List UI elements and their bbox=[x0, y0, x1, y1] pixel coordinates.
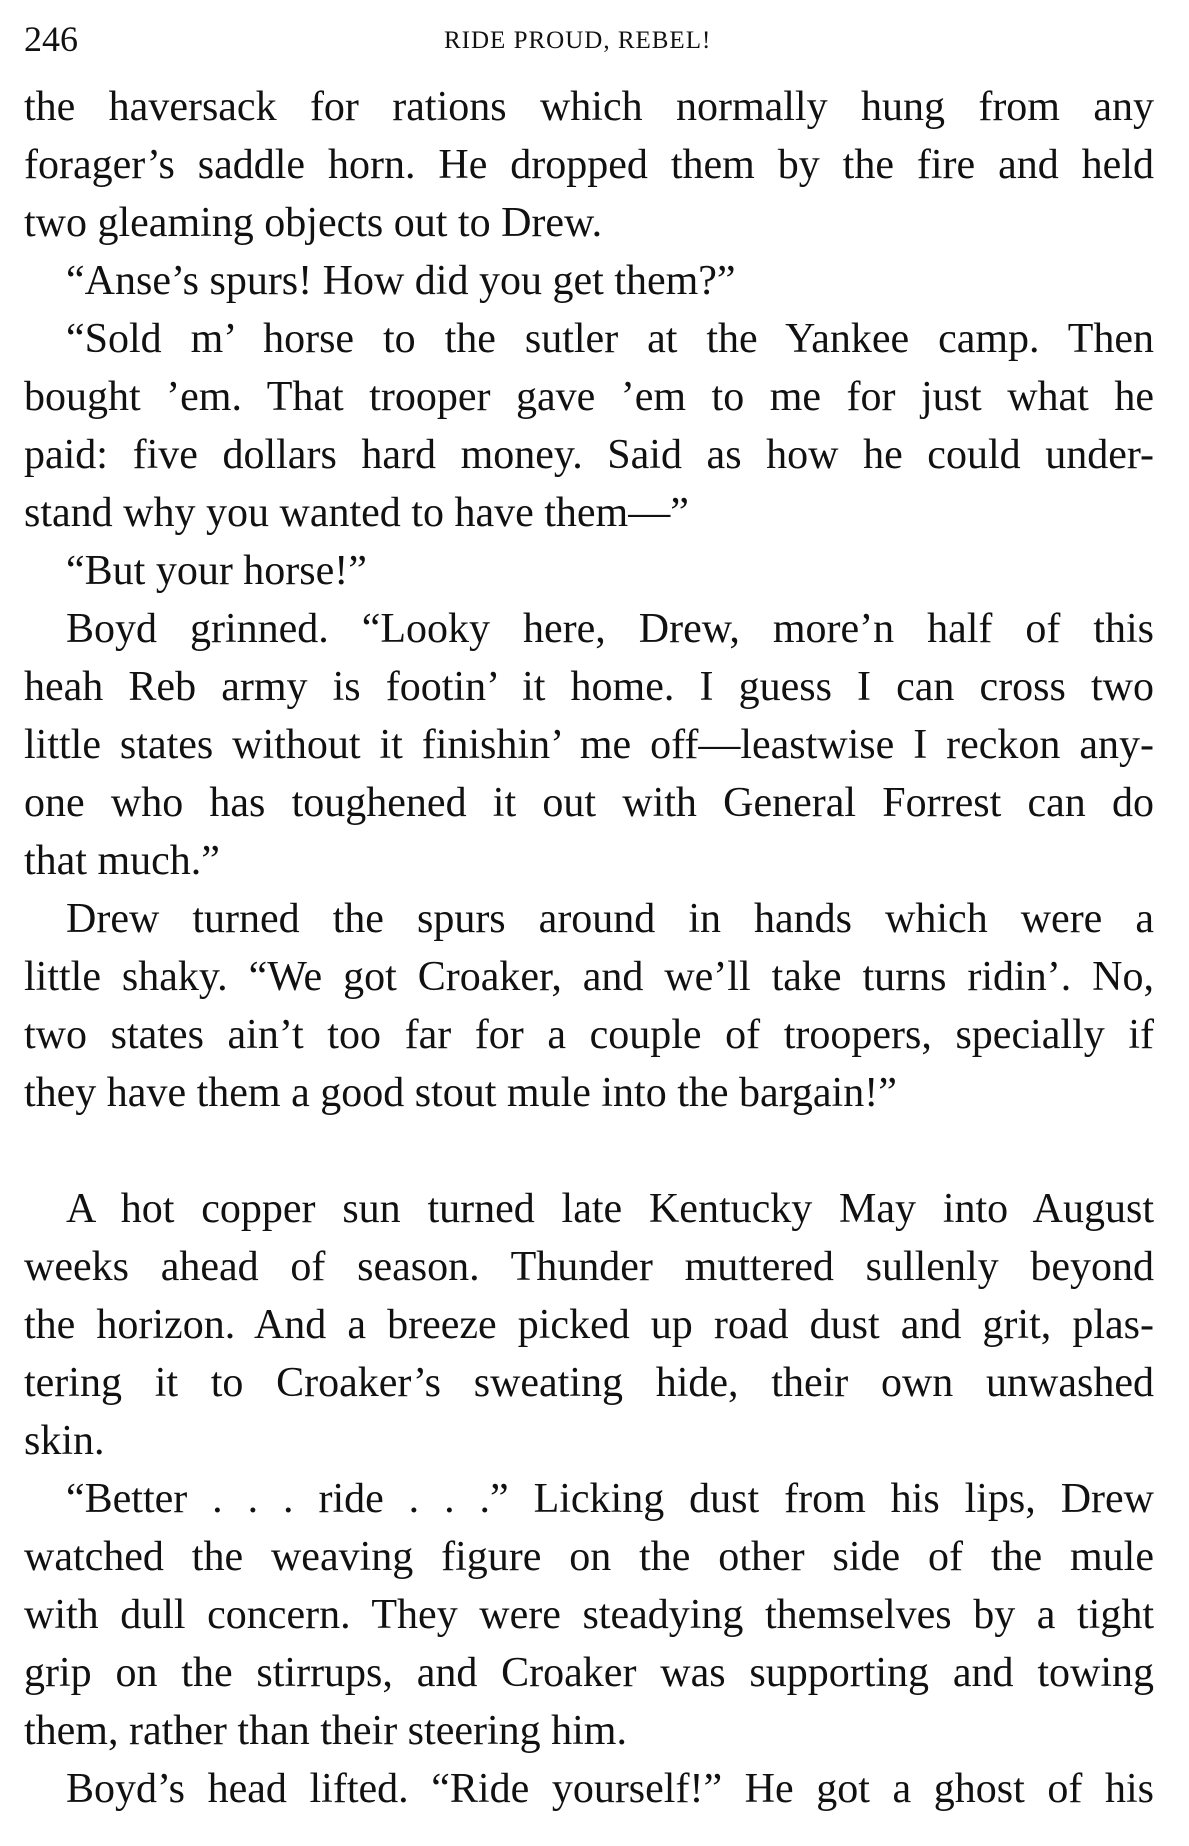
text-line: “But your horse!” bbox=[66, 548, 367, 594]
text-line: two states ain’t too far for a couple of troopers, specially if bbox=[24, 1012, 1154, 1058]
text-line: with dull concern. They were steadying themselves by a tight bbox=[24, 1592, 1154, 1638]
text-line: they have them a good stout mule into the bargain!” bbox=[24, 1070, 897, 1116]
text-line: stand why you wanted to have them—” bbox=[24, 490, 689, 536]
text-line: the haversack for rations which normally hung from any bbox=[24, 84, 1154, 130]
text-line: grip on the stirrups, and Croaker was supporting and towing bbox=[24, 1650, 1154, 1696]
text-line: Drew turned the spurs around in hands which were a bbox=[66, 896, 1154, 942]
text-block-2 bbox=[24, 1180, 1154, 1818]
text-line: two gleaming objects out to Drew. bbox=[24, 200, 603, 246]
text-line: them, rather than their steering him. bbox=[24, 1708, 627, 1754]
text-line: weeks ahead of season. Thunder muttered sullenly beyond bbox=[24, 1244, 1154, 1290]
text-line: Boyd’s head lifted. “Ride yourself!” He got a ghost of his bbox=[66, 1766, 1154, 1812]
text-line: heah Reb army is footin’ it home. I guess I can cross two bbox=[24, 664, 1154, 710]
text-line: bought ’em. That trooper gave ’em to me for just what he bbox=[24, 374, 1154, 420]
text-line: that much.” bbox=[24, 838, 220, 884]
text-line: A hot copper sun turned late Kentucky May into August bbox=[66, 1186, 1154, 1232]
page-header bbox=[24, 14, 1154, 64]
text-line: one who has toughened it out with General Forrest can do bbox=[24, 780, 1154, 826]
text-line: “Anse’s spurs! How did you get them?” bbox=[66, 258, 736, 304]
text-block-1 bbox=[24, 78, 1154, 1122]
text-line: the horizon. And a breeze picked up road dust and grit, plas- bbox=[24, 1302, 1154, 1348]
text-line: little shaky. “We got Croaker, and we’ll take turns ridin’. No, bbox=[24, 954, 1154, 1000]
text-line: paid: five dollars hard money. Said as how he could under- bbox=[24, 432, 1154, 478]
text-line: little states without it finishin’ me off—leastwise I reckon any- bbox=[24, 722, 1154, 768]
page-number: 246 bbox=[24, 19, 78, 59]
running-title: RIDE PROUD, REBEL! bbox=[444, 27, 712, 54]
text-line: tering it to Croaker’s sweating hide, their own unwashed bbox=[24, 1360, 1154, 1406]
text-line: Boyd grinned. “Looky here, Drew, more’n half of this bbox=[66, 606, 1154, 652]
text-line: “Better . . . ride . . .” Licking dust from his lips, Drew bbox=[66, 1476, 1154, 1522]
text-line: skin. bbox=[24, 1418, 105, 1464]
text-line: watched the weaving figure on the other side of the mule bbox=[24, 1534, 1154, 1580]
text-line: forager’s saddle horn. He dropped them by the fire and held bbox=[24, 142, 1154, 188]
text-line: “Sold m’ horse to the sutler at the Yankee camp. Then bbox=[66, 316, 1154, 362]
